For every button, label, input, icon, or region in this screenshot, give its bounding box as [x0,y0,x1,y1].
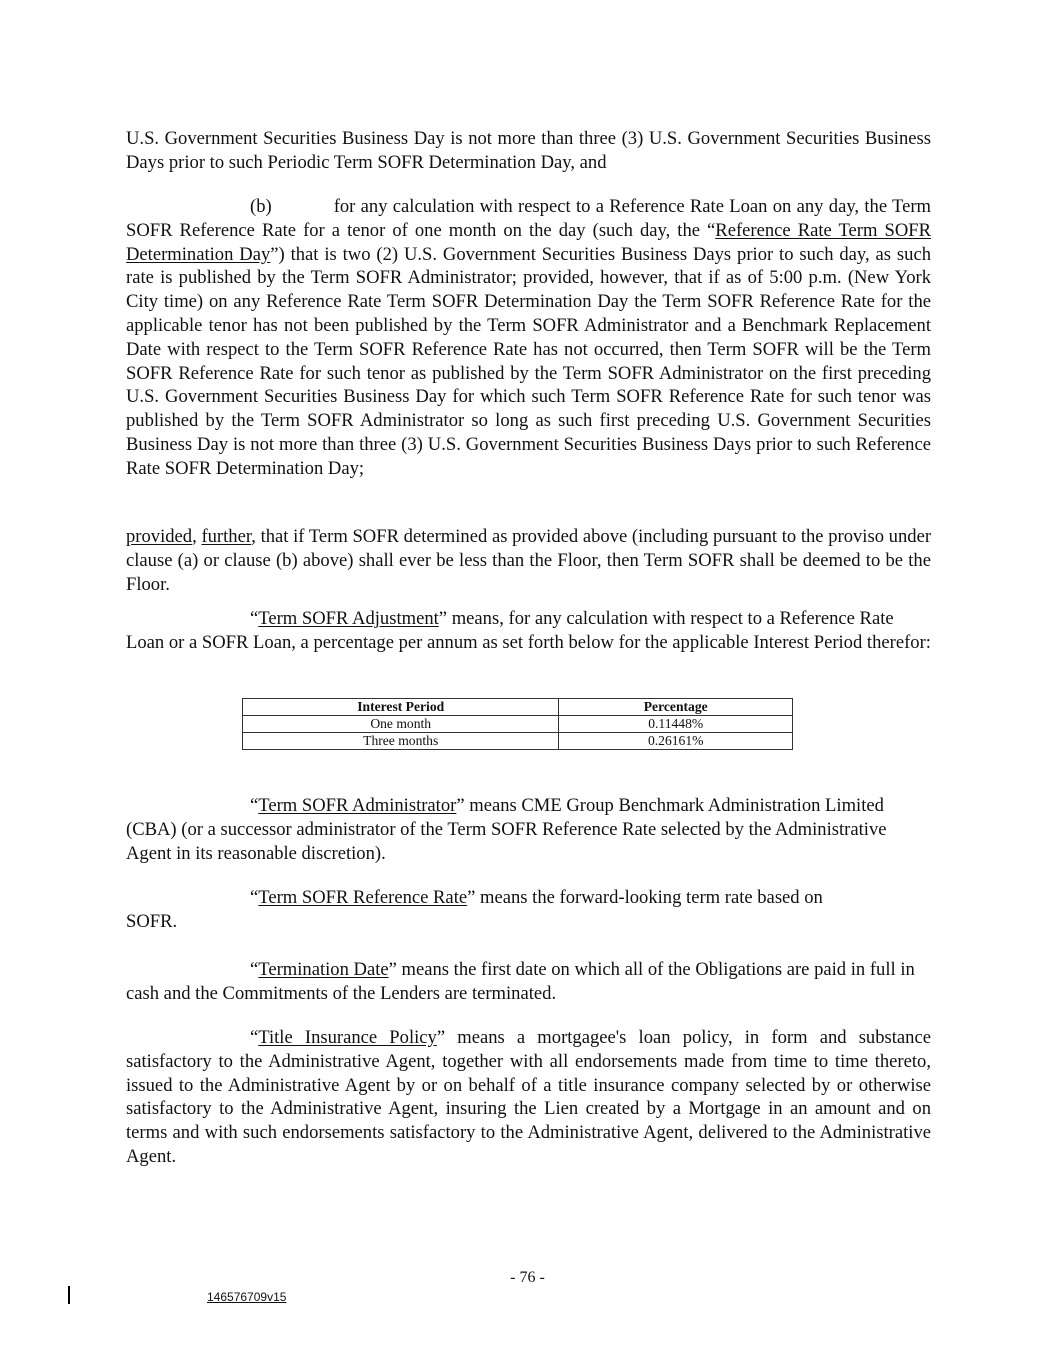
defined-term: Termination Date [258,959,389,980]
defined-term: Term SOFR Reference Rate [258,887,468,908]
table-cell: Three months [243,733,559,750]
table-header-row [243,699,793,716]
definition-term-sofr-administrator [126,794,931,865]
paragraph-text: ” means the first date on which all of the Obligations are paid in full in cash and the Commitments of the Lenders are terminated. [126,959,915,1004]
paragraph-text: ” means CME Group Benchmark Administration Limited (CBA) (or a successor administrator of the Term SOFR Reference Rate selected by the Administrative Agent in its reasonable discretion). [126,795,887,864]
table-row [243,716,793,733]
open-quote: “ [250,608,259,629]
open-quote: “ [250,795,259,816]
definition-termination-date [126,958,931,1006]
page-number: - 76 - [510,1269,545,1286]
definition-title-insurance-policy [126,1026,931,1169]
open-quote: “ [250,1027,259,1048]
table-cell: One month [243,716,559,733]
further-term: further [201,526,252,547]
paragraph-clause-b [126,195,931,481]
separator: , [192,526,202,547]
open-quote: “ [250,959,259,980]
provided-term: provided [126,526,193,547]
defined-term: Term SOFR Adjustment [258,608,439,629]
clause-label: (b) [250,196,272,217]
table-row [243,733,793,750]
paragraph-text: ” means a mortgagee's loan policy, in form and substance satisfactory to the Administrative Agent, together with all endorsements made from time to time thereto, issued to the Administrative Agent by or on behalf of a title insurance company selected by or otherwise satisfactory to the Administrative Agent, insuring the Lien created by a Mortgage in an amount and on terms and with such endorsements satisfactory to the Administrative Agent, delivered to the Administrative Agent. [126,1027,931,1167]
document-id: 146576709v15 [207,1290,287,1304]
paragraph-text: ”) that is two (2) U.S. Government Securities Business Days prior to such day, as such rate is published by the Term SOFR Administrator; provided, however, that if as of 5:00 p.m. (New York City time) on any Reference Rate Term SOFR Determination Day the Term SOFR Reference Rate for the applicable tenor has not been published by the Term SOFR Administrator and a Benchmark Replacement Date with respect to the Term SOFR Reference Rate has not occurred, then Term SOFR will be the Term SOFR Reference Rate for such tenor as published by the Term SOFR Administrator on the first preceding U.S. Government Securities Business Day for which such Term SOFR Reference Rate for such tenor was published by the Term SOFR Administrator so long as such first preceding U.S. Government Securities Business Day is not more than three (3) U.S. Government Securities Business Days prior to such Reference Rate SOFR Determination Day; [126,243,931,479]
paragraph-text: ” means, for any calculation with respect to a Reference Rate Loan or a SOFR Loan, a percentage per annum as set forth below for the applicable Interest Period therefor: [126,608,931,653]
revision-bar [68,1286,70,1304]
table-header: Percentage [559,699,793,716]
table-cell: 0.11448% [559,716,793,733]
defined-term: Title Insurance Policy [258,1027,437,1048]
definition-term-sofr-adjustment [126,607,931,655]
paragraph-text: ” means the forward-looking term rate based on [467,887,823,908]
paragraph-continuation [126,127,931,175]
defined-term: Term SOFR Administrator [258,795,457,816]
paragraph-text: SOFR. [126,910,178,932]
defined-term: Reference Rate Term SOFR Determination Day [126,219,931,265]
open-quote: “ [250,887,259,908]
adjustment-table [242,698,793,750]
paragraph-text: for any calculation with respect to a Reference Rate Loan on any day, the Term SOFR Reference Rate for a tenor of one month on the day (such day, the “ [126,196,931,241]
paragraph-proviso [126,525,931,596]
table-header: Interest Period [243,699,559,716]
paragraph-text: U.S. Government Securities Business Day is not more than three (3) U.S. Government Securities Business Days prior to such Periodic Term SOFR Determination Day, and [126,128,931,173]
table-cell: 0.26161% [559,733,793,750]
definition-term-sofr-reference-rate [126,886,931,934]
paragraph-text: , that if Term SOFR determined as provided above (including pursuant to the proviso under clause (a) or clause (b) above) shall ever be less than the Floor, then Term SOFR shall be deemed to be the Floor. [126,526,932,595]
